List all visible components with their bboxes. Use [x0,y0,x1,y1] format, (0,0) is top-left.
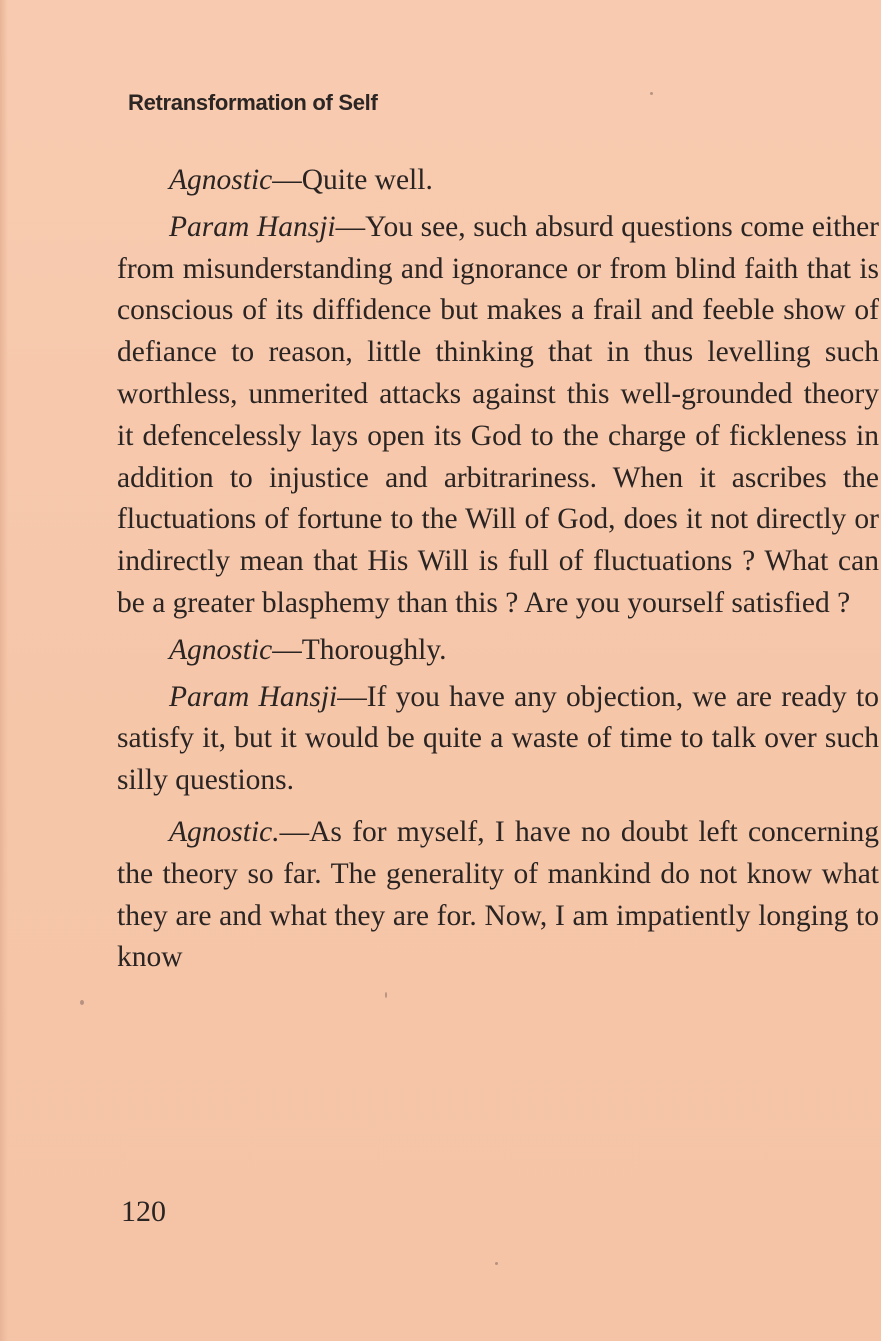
paper-speck [80,1000,84,1005]
dialogue-dash: — [337,680,367,713]
dialogue-paragraph-4 [117,677,879,802]
dialogue-text: Quite well. [301,164,433,196]
body-text [117,160,879,984]
paper-speck [385,992,387,998]
dialogue-paragraph-5 [117,812,879,979]
speaker-name: Param Hansji [169,210,336,243]
dialogue-dash: — [279,815,310,848]
dialogue-text: You see, such absurd questions come either from misunderstanding and ignorance or from blind faith that is conscious of its diffidence but makes a frail and feeble show of defiance to reason, little thinking that in thus levelling such worthless, unmerited attacks against this well-grounded theory it defencelessly lays open its God to the charge of fickleness in addition to injustice and arbitrariness. When it ascribes the fluctuations of fortune to the Will of God, does it not directly or indirectly mean that His Will is full of fluctuations ? What can be a greater blasphemy than this ? Are you yourself satisfied ? [117,210,879,619]
dialogue-paragraph-2 [117,207,879,625]
dialogue-paragraph-3 [117,630,879,672]
page-edge-shadow [0,0,8,1341]
dialogue-text: If you have any objection, we are ready to satisfy it, but it would be quite a waste of time to talk over such silly questions. [117,680,879,797]
speaker-name: Agnostic [169,164,273,196]
dialogue-text: As for myself, I have no doubt left concerning the theory so far. The generality of mankind do not know what they are and what they are for. Now, I am impatiently longing to know [117,815,879,974]
dialogue-dash: — [335,210,366,243]
speaker-name: Param Hansji [169,680,338,713]
dialogue-text: Thoroughly. [301,633,447,666]
paper-speck [495,1262,498,1265]
page-number: 120 [121,1195,166,1228]
paper-speck [650,92,653,95]
dialogue-paragraph-1 [117,160,879,202]
dialogue-dash: — [272,164,302,196]
running-head: Retransformation of Self [128,90,378,115]
speaker-name: Agnostic. [169,815,280,848]
dialogue-dash: — [272,633,302,666]
speaker-name: Agnostic [169,633,273,666]
